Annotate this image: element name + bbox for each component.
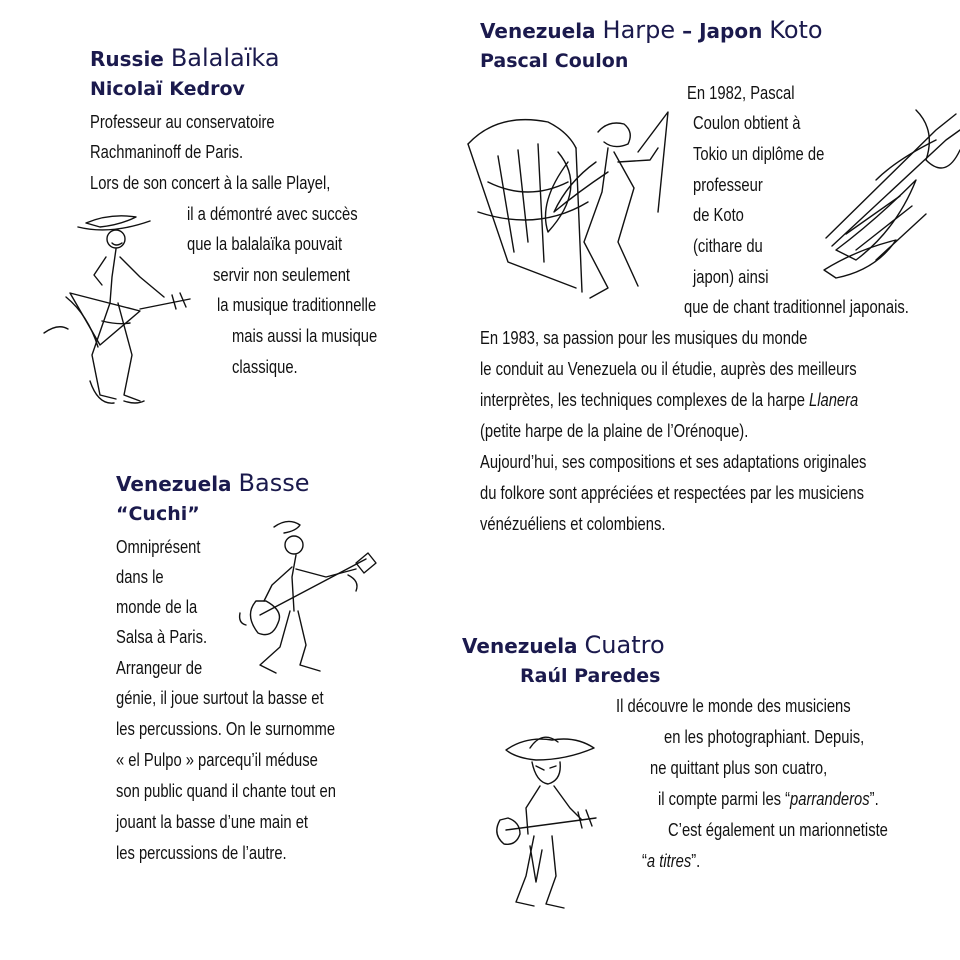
harpe-text-line: Coulon obtient à	[693, 113, 801, 133]
basse-text-line: dans le	[116, 567, 164, 587]
basse-text-line: les percussions de l’autre.	[116, 843, 287, 863]
balalaika-musician-name: Nicolaï Kedrov	[90, 78, 245, 100]
harpe-text-line: du folkore sont appréciées et respectées par les musiciens	[480, 483, 864, 503]
harp-player-sketch	[458, 92, 680, 304]
harpe-text-line: japon) ainsi	[693, 267, 769, 287]
cuatro-text-segment: il compte parmi les “	[658, 789, 791, 809]
harpe-text-line: vénézuéliens et colombiens.	[480, 514, 666, 534]
basse-country: Venezuela	[116, 472, 232, 496]
cuatro-country: Venezuela	[462, 634, 578, 658]
harpe-country-2: Japon	[699, 19, 763, 43]
bass-player-sketch	[236, 515, 382, 681]
harpe-instrument-2: Koto	[769, 16, 823, 44]
balalaika-text-line: la musique traditionnelle	[217, 295, 377, 315]
harpe-text-line: professeur	[693, 175, 763, 195]
harpe-text-line: Tokio un diplôme de	[693, 144, 825, 164]
koto-sketch	[816, 100, 960, 284]
basse-text-line: Omniprésent	[116, 537, 201, 557]
cuatro-parranderos-italic: parranderos	[790, 789, 870, 809]
balalaika-text-line: Rachmaninoff de Paris.	[90, 142, 244, 162]
balalaika-instrument: Balalaïka	[170, 44, 280, 72]
harpe-text-line: le conduit au Venezuela ou il étudie, auprès des meilleurs	[480, 359, 857, 379]
harpe-text-line: que de chant traditionnel japonais.	[684, 297, 909, 317]
harpe-llanera-italic: Llanera	[809, 390, 859, 410]
cuatro-text-line	[658, 790, 879, 808]
balalaika-heading	[90, 46, 280, 70]
balalaika-player-sketch	[40, 205, 200, 415]
basse-text-line: jouant la basse d’une main et	[116, 812, 309, 832]
harpe-text-line: En 1983, sa passion pour les musiques du monde	[480, 328, 808, 348]
balalaika-text-line: mais aussi la musique	[232, 326, 378, 346]
basse-text-line: monde de la	[116, 597, 198, 617]
harpe-text-line: (cithare du	[693, 236, 763, 256]
harpe-text-line: En 1982, Pascal	[687, 83, 795, 103]
harpe-heading	[480, 18, 823, 42]
basse-musician-name: “Cuchi”	[116, 503, 200, 525]
cuatro-text-line: ne quittant plus son cuatro,	[650, 758, 828, 778]
harpe-text-line: Aujourd’hui, ses compositions et ses adaptations originales	[480, 452, 867, 472]
harpe-text-line: (petite harpe de la plaine de l’Orénoque).	[480, 421, 749, 441]
cuatro-text-segment: ”.	[869, 789, 879, 809]
basse-text-line: « el Pulpo » parcequ’il méduse	[116, 750, 318, 770]
basse-text-line: génie, il joue surtout la basse et	[116, 688, 324, 708]
cuatro-text-line: en les photographiant. Depuis,	[664, 727, 865, 747]
harpe-country-1: Venezuela	[480, 19, 596, 43]
cuatro-a-titres-italic: a titres	[646, 851, 692, 871]
balalaika-text-line: Lors de son concert à la salle Playel,	[90, 173, 331, 193]
balalaika-text-line: il a démontré avec succès	[187, 204, 358, 224]
cuatro-text-segment: “	[642, 851, 647, 871]
cuatro-musician-name: Raúl Paredes	[520, 665, 661, 687]
cuatro-text-line: C’est également un marionnetiste	[668, 820, 888, 840]
cuatro-text-line	[642, 852, 700, 870]
harpe-instrument-1: Harpe	[602, 16, 676, 44]
balalaika-text-line: classique.	[232, 357, 298, 377]
harpe-text-line	[480, 391, 858, 409]
basse-heading	[116, 471, 309, 495]
cuatro-text-line: Il découvre le monde des musiciens	[616, 696, 851, 716]
basse-text-line: les percussions. On le surnomme	[116, 719, 336, 739]
basse-instrument: Basse	[238, 469, 310, 497]
cuatro-heading	[462, 633, 665, 657]
basse-text-line: Arrangeur de	[116, 658, 203, 678]
cuatro-instrument: Cuatro	[584, 631, 665, 659]
cuatro-text-segment: ”.	[691, 851, 701, 871]
harpe-dash: –	[682, 19, 693, 43]
balalaika-text-line: que la balalaïka pouvait	[187, 234, 343, 254]
balalaika-text-line: Professeur au conservatoire	[90, 112, 275, 132]
harpe-text-segment: interprètes, les techniques complexes de la harpe	[480, 390, 805, 410]
basse-text-line: Salsa à Paris.	[116, 627, 208, 647]
cuatro-player-sketch	[486, 726, 612, 912]
balalaika-country: Russie	[90, 47, 164, 71]
basse-text-line: son public quand il chante tout en	[116, 781, 336, 801]
harpe-text-line: de Koto	[693, 205, 744, 225]
balalaika-text-line: servir non seulement	[213, 265, 351, 285]
harpe-musician-name: Pascal Coulon	[480, 50, 629, 72]
